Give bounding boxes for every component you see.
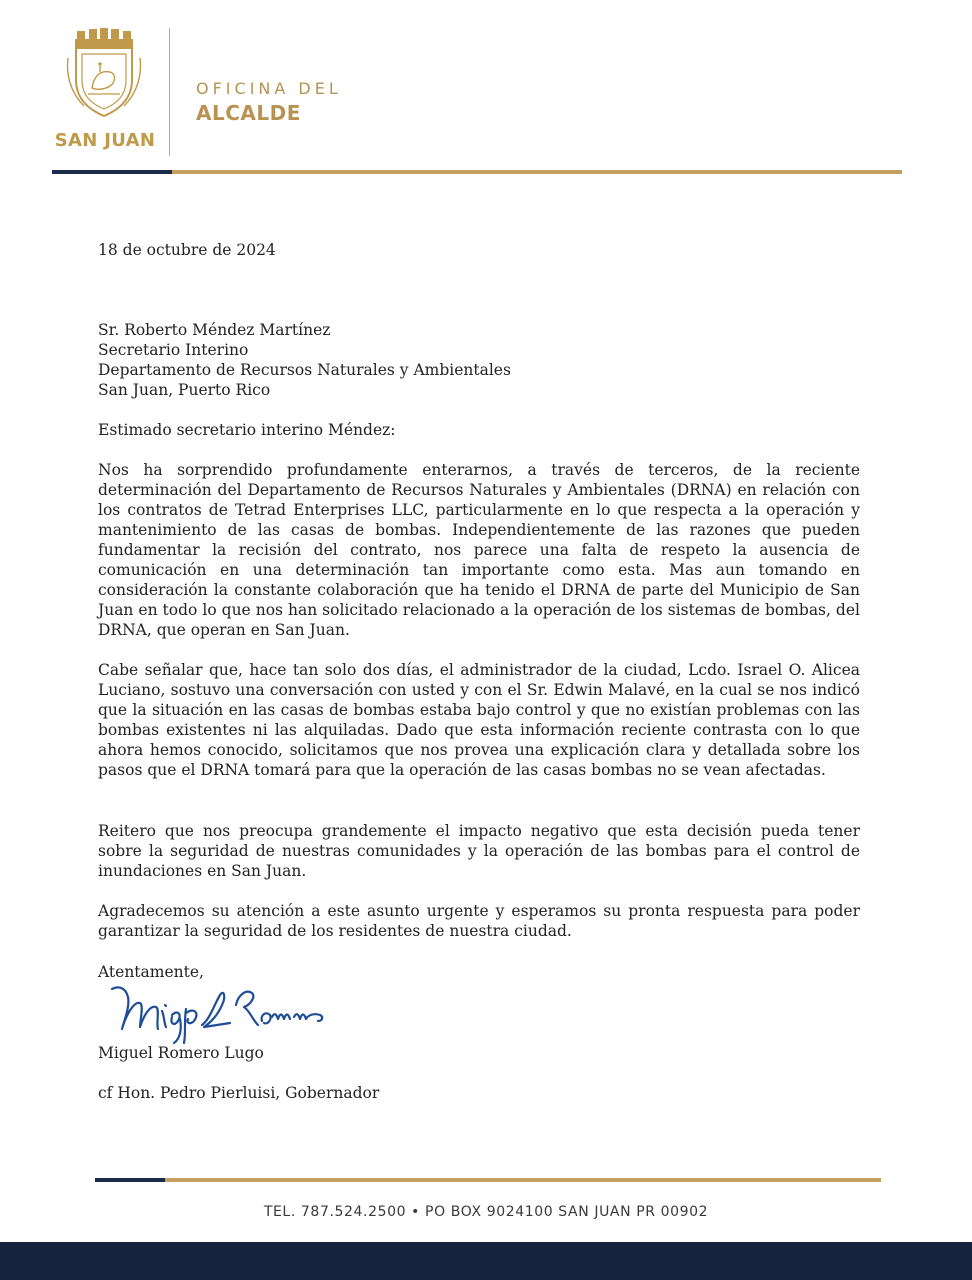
handwritten-signature [110,975,340,1045]
header-rule-navy [52,170,172,174]
salutation: Estimado secretario interino Méndez: [98,421,396,439]
body-paragraph: Cabe señalar que, hace tan solo dos días, el administrador de la ciudad, Lcdo. Israel O. Alicea Luciano, sostuvo una conversación con usted y con el Sr. Edwin Malavé, en la cual se nos indicó que la situación en las casas de bombas estaba bajo control y que no existían problemas con las bombas existentes ni las alquiladas. Dado que esta información reciente contrasta con lo que ahora hemos conocido, solicitamos que nos provea una explicación clara y detallada sobre los pasos que el DRNA tomará para que la operación de las casas bombas no se vean afectadas. [98,661,860,779]
body-paragraph: Reitero que nos preocupa grandemente el impacto negativo que esta decisión pueda tener sobre la seguridad de nuestras comunidades y la operación de las bombas para el control de inundaciones en San Juan. [98,822,860,880]
header-rule-gold [172,170,902,174]
footer-rule-gold [165,1178,881,1182]
footer-rule-navy [95,1178,165,1182]
recipient-name: Sr. Roberto Méndez Martínez [98,321,331,339]
closing: Atentamente, [98,963,204,981]
body-paragraph: Agradecemos su atención a este asunto urgente y esperamos su pronta respuesta para poder garantizar la seguridad de los residentes de nuestra ciudad. [98,902,860,940]
letter-date: 18 de octubre de 2024 [98,241,276,259]
san-juan-coat-of-arms-icon [64,28,144,120]
body-paragraph: Nos ha sorprendido profundamente enterarnos, a través de terceros, de la reciente determinación del Departamento de Recursos Naturales y Ambientales (DRNA) en relación con los contratos de Tetrad Enterprises LLC, particularmente en lo que respecta a la operación y mantenimiento de las casas de bombas. Independientemente de las razones que pueden fundamentar la recisión del contrato, nos parece una falta de respeto la ausencia de comunicación en una determinación tan importante como esta. Mas aun tomando en consideración la constante colaboración que ha tenido el DRNA de parte del Municipio de San Juan en todo lo que nos han solicitado relacionado a la operación de los sistemas de bombas, del DRNA, que operan en San Juan. [98,461,860,639]
recipient-location: San Juan, Puerto Rico [98,381,271,399]
recipient-title: Secretario Interino [98,341,249,359]
office-title-line2: ALCALDE [196,101,301,125]
footer-rule [95,1178,881,1182]
recipient-department: Departamento de Recursos Naturales y Ambientales [98,361,511,379]
city-name: SAN JUAN [54,130,156,151]
bottom-band [0,1242,972,1280]
recipient-block [98,320,860,400]
office-title-line1: OFICINA DEL [196,79,342,98]
signer-name: Miguel Romero Lugo [98,1044,264,1062]
letterhead-divider [169,28,170,156]
carbon-copy: cf Hon. Pedro Pierluisi, Gobernador [98,1084,380,1102]
letterhead-logo [50,28,160,153]
footer-contact: TEL. 787.524.2500 • PO BOX 9024100 SAN JUAN PR 00902 [263,1204,709,1220]
header-rule [52,170,902,174]
